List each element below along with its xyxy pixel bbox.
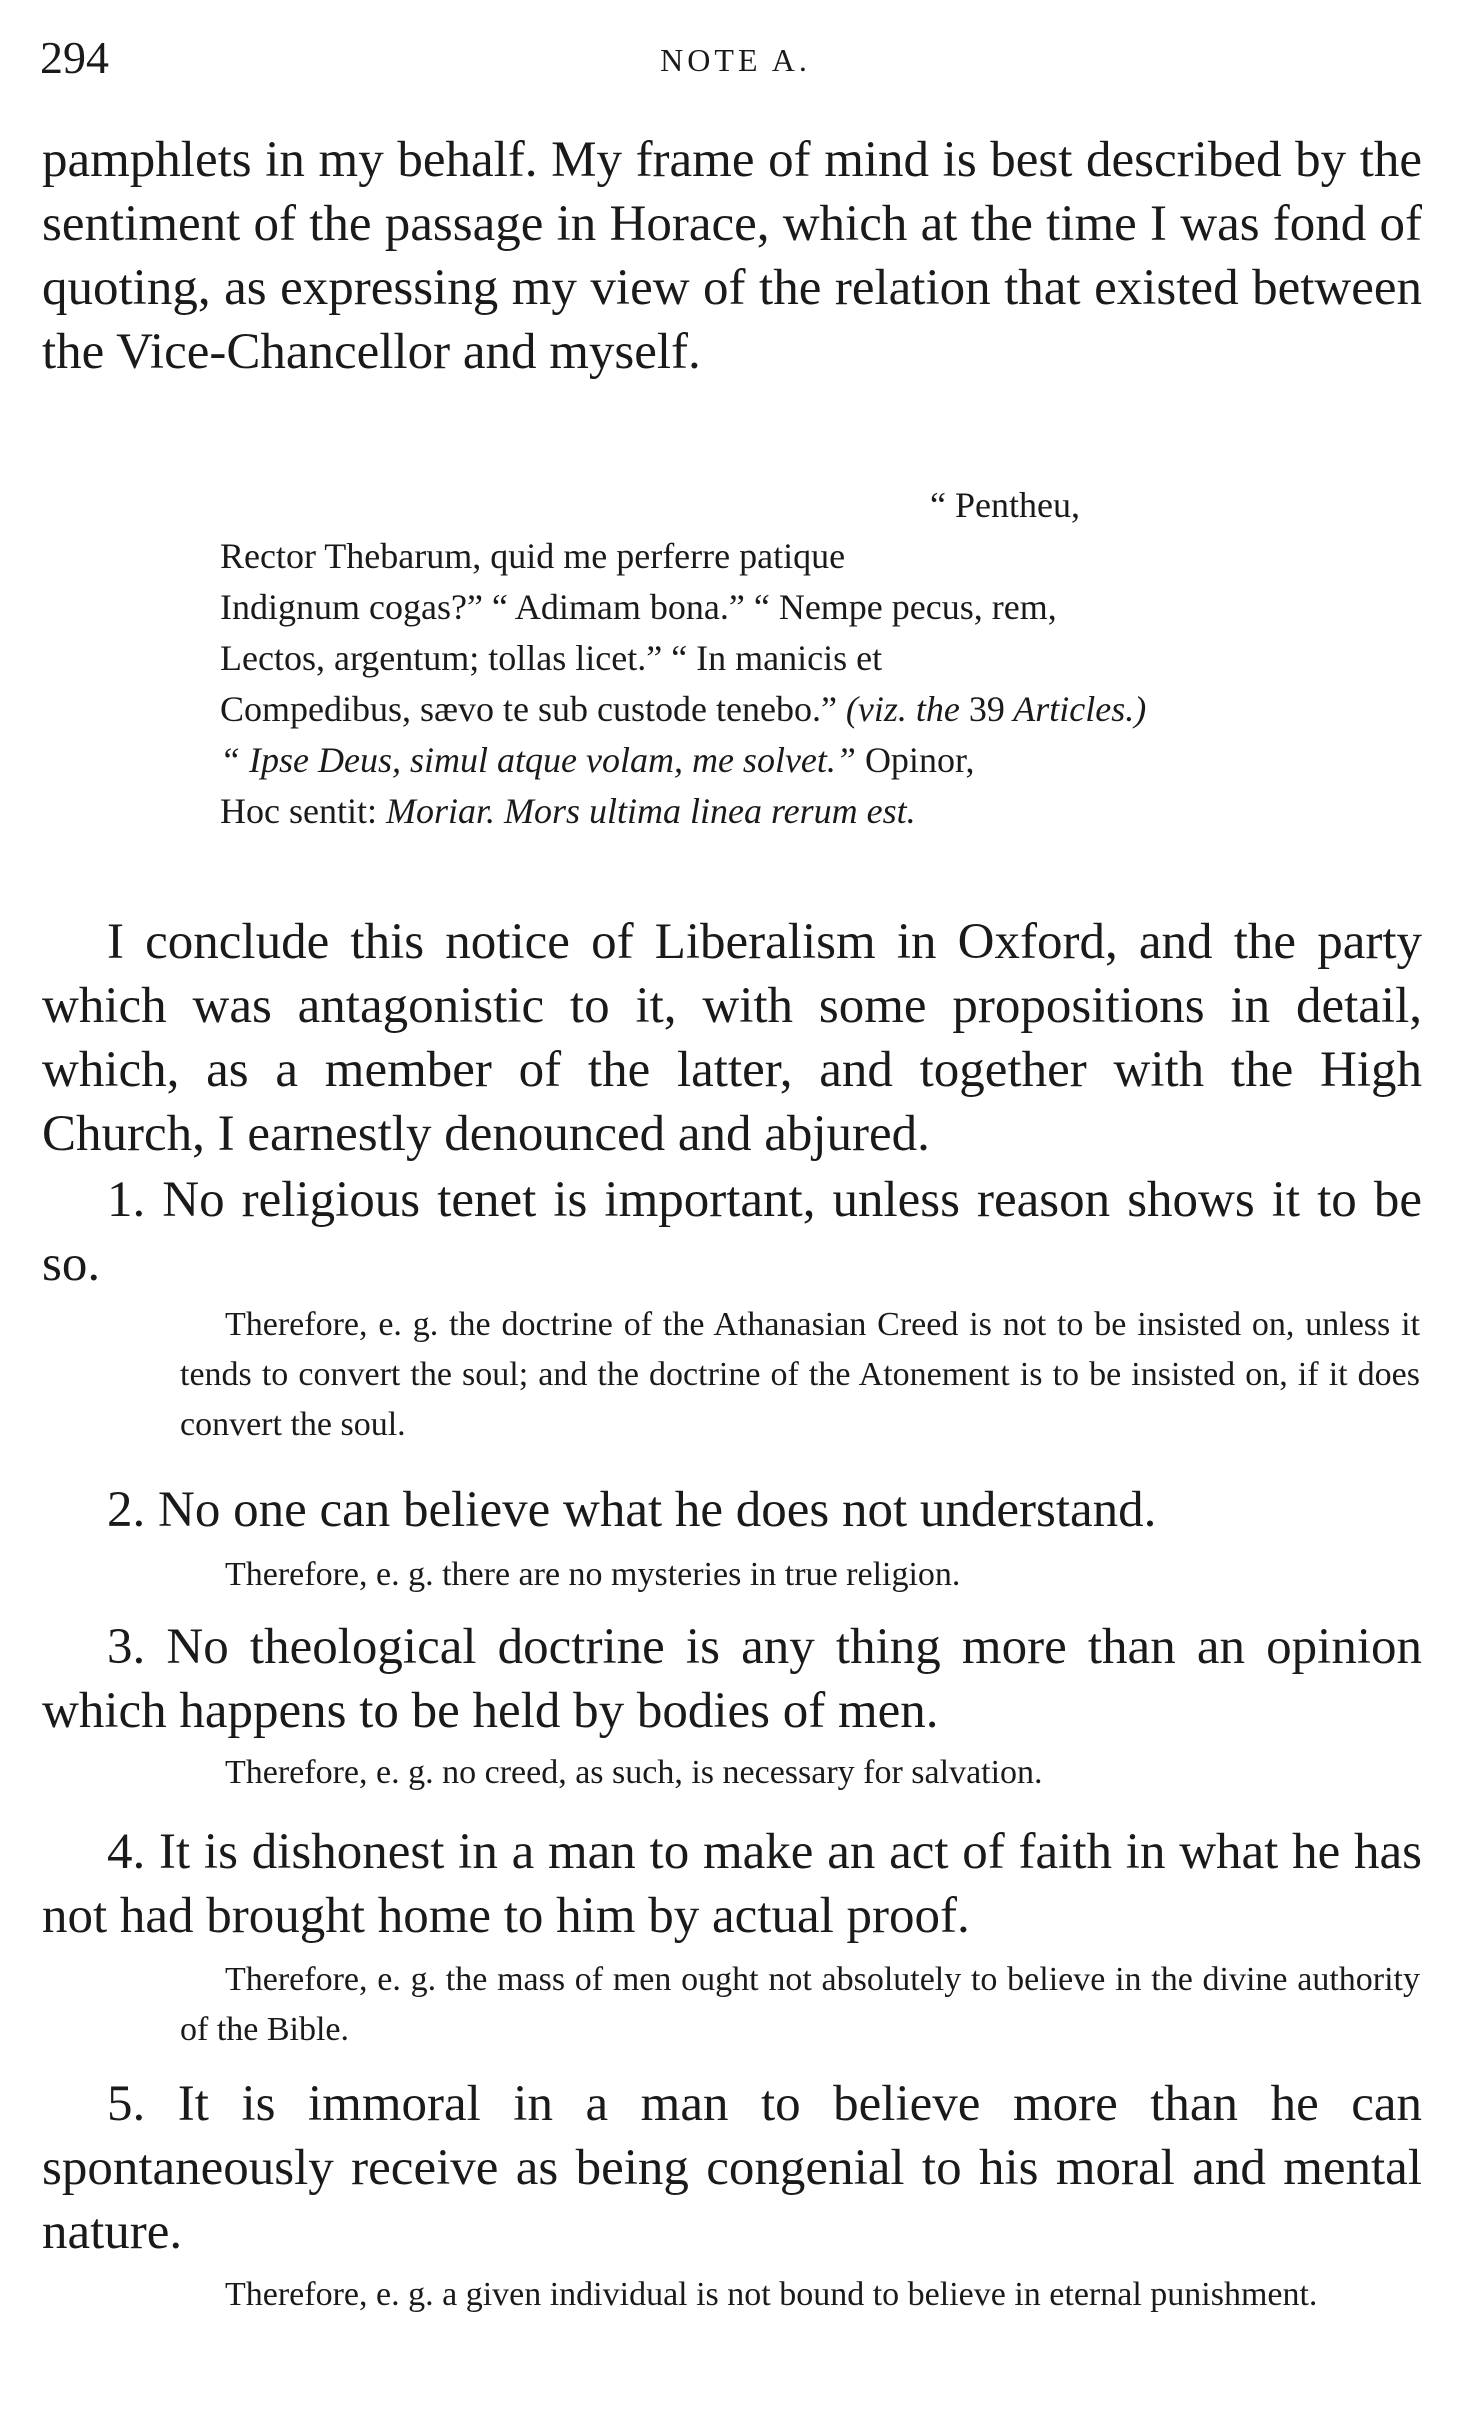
proposition-text: It is dishonest in a man to make an act of faith in what he has not had brought home to him by actual proof. [42, 1824, 1422, 1944]
quote-line: Rector Thebarum, quid me perferre patique [220, 536, 846, 576]
proposition-3 [42, 1615, 1422, 1743]
proposition-note: Therefore, e. g. there are no mysteries in true religion. [225, 1556, 961, 1593]
proposition-text: It is immoral in a man to believe more than he can spontaneously receive as being congenial to his moral and mental nature. [42, 2076, 1423, 2260]
quote-text: Compedibus, sævo te sub custode tenebo.” [220, 689, 837, 729]
proposition-note: Therefore, e. g. a given individual is not bound to believe in eternal punishment. [225, 2276, 1318, 2313]
proposition-2 [42, 1478, 1422, 1542]
quote-gloss-number: 39 [968, 689, 1005, 729]
quote-line: Indignum cogas?” “ Adimam bona.” “ Nempe pecus, rem, [220, 587, 1057, 627]
proposition-note: Therefore, e. g. the mass of men ought not absolutely to believe in the divine authority of the Bible. [180, 1961, 1420, 2048]
proposition-text: No one can believe what he does not understand. [158, 1482, 1157, 1538]
page-number: 294 [40, 32, 109, 83]
quote-line [220, 684, 1400, 735]
running-title: NOTE A. [660, 42, 811, 78]
quote-italic-text: Moriar. Mors ultima linea rerum est. [385, 791, 916, 831]
proposition-number: 5. [107, 2076, 146, 2132]
quote-text: Hoc sentit: [220, 791, 386, 831]
quote-line: Lectos, argentum; tollas licet.” “ In manicis et [220, 638, 883, 678]
quote-gloss-open: (viz. the [845, 689, 969, 729]
opening-paragraph: pamphlets in my behalf. My frame of mind is best described by the sentiment of the passage in Horace, which at the time I was fond of quoting, as expressing my view of the relation that existed between the Vice-Chancellor and myself. [42, 132, 1422, 380]
quote-italic-text: “ Ipse Deus, simul atque volam, me solvet.” [220, 740, 856, 780]
proposition-text: No religious tenet is important, unless reason shows it to be so. [42, 1172, 1422, 1292]
quote-text: Opinor, [855, 740, 975, 780]
proposition-1 [42, 1168, 1422, 1296]
proposition-number: 1. [107, 1172, 146, 1228]
proposition-4 [42, 1820, 1422, 1948]
proposition-note: Therefore, e. g. the doctrine of the Athanasian Creed is not to be insisted on, unless it tends to convert the soul; and the doctrine of the Atonement is to be insisted on, if it does convert the soul. [180, 1306, 1420, 1443]
proposition-5 [42, 2072, 1422, 2264]
running-head [0, 28, 1471, 88]
proposition-number: 2. [107, 1482, 146, 1538]
proposition-number: 4. [107, 1824, 146, 1880]
quote-line [220, 786, 1400, 837]
proposition-number: 3. [107, 1619, 146, 1675]
quote-line: “ Pentheu, [930, 485, 1080, 525]
quote-line [220, 735, 1400, 786]
liberalism-paragraph: I conclude this notice of Liberalism in Oxford, and the party which was antagonistic to it, with some propositions in detail, which, as a member of the latter, and together with the High Church, I earnestly denounced and abjured. [42, 914, 1422, 1162]
proposition-note: Therefore, e. g. no creed, as such, is necessary for salvation. [225, 1754, 1043, 1791]
horace-quotation [220, 480, 1400, 837]
proposition-text: No theological doctrine is any thing more than an opinion which happens to be held by bodies of men. [42, 1619, 1422, 1739]
quote-gloss-close: Articles.) [1004, 689, 1147, 729]
